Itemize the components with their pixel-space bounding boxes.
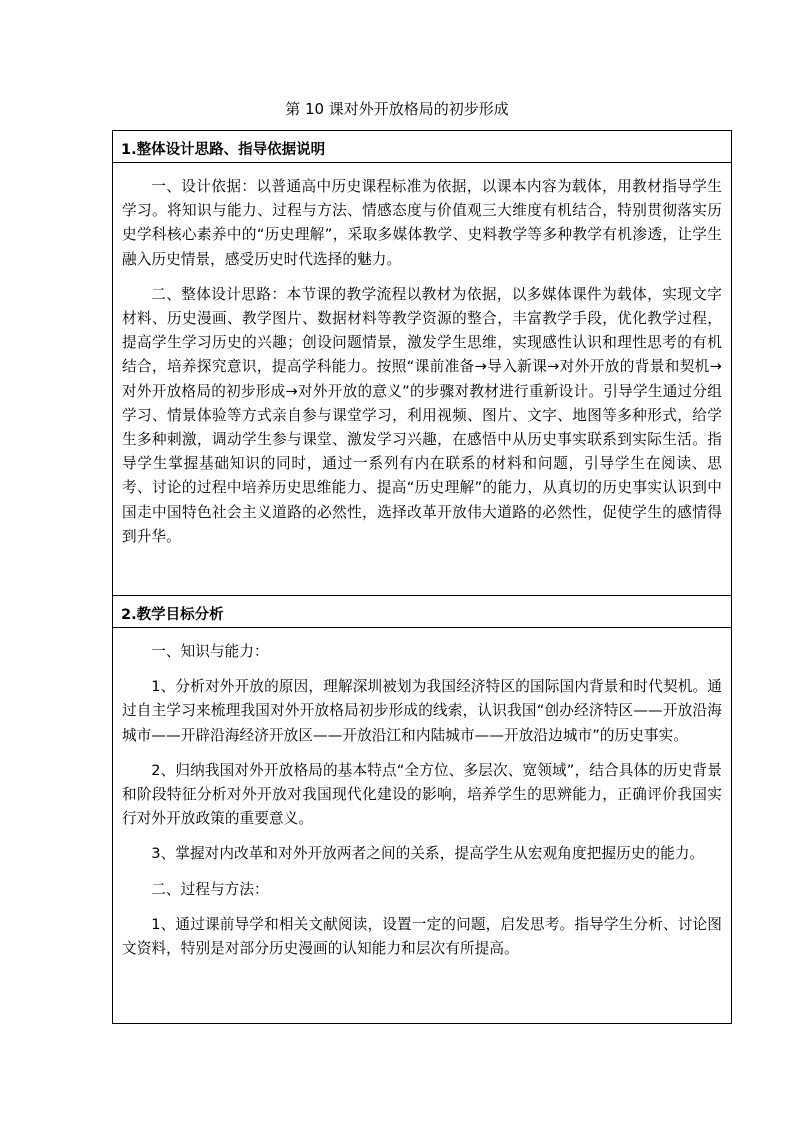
section1-paragraph: 二、整体设计思路：本节课的教学流程以教材为依据，以多媒体课件为载体，实现文字材料、历史漫画、教学图片、数据材料等教学资源的整合，丰富教学手段，优化教学过程，提高学生学习历史的兴趣；创设问题情景，激发学生思维，实现感性认识和理性思考的有机结合，培养探究意识，提高学科能力。按照“课前准备→导入新课→对外开放的背景和契机→对外开放格局的初步形成→对外开放的意义”的步骤对教材进行重新设计。引导学生通过分组学习、情景体验等方式亲自参与课堂学习，利用视频、图片、文字、地图等多种形式，给学生多种刺激，调动学生参与课堂、激发学习兴趣，在感悟中从历史事实联系到实际生活。指导学生掌握基础知识的同时，通过一系列有内在联系的材料和问题，引导学生在阅读、思考、讨论的过程中培养历史思维能力、提高“历史理解”的能力，从真切的历史事实认识到中国走中国特色社会主义道路的必然性，选择改革开放伟大道路的必然性，促使学生的感情得到升华。: [122, 285, 722, 545]
section2-paragraph: 1、分析对外开放的原因，理解深圳被划为我国经济特区的国际国内背景和时代契机。通过自主学习来梳理我国对外开放格局初步形成的线索，认识我国“创办经济特区——开放沿海城市——开辟沿海经济开放区——开放沿江和内陆城市——开放沿边城市”的历史事实。: [122, 678, 722, 744]
section2-paragraph: 二、过程与方法：: [151, 880, 269, 898]
section2-heading: 2.教学目标分析: [113, 596, 731, 628]
section1-heading: 1.整体设计思路、指导依据说明: [113, 131, 731, 163]
lesson-plan-table: [112, 130, 732, 1024]
section2-paragraph: 1、通过课前导学和相关文献阅读，设置一定的问题，启发思考。指导学生分析、讨论图文资料，特别是对部分历史漫画的认知能力和层次有所提高。: [122, 915, 722, 958]
section2-paragraph: 3、掌握对内改革和对外开放两者之间的关系，提高学生从宏观角度把握历史的能力。: [151, 845, 705, 863]
section2-paragraph: 一、知识与能力：: [151, 643, 269, 660]
section1-body: [113, 175, 731, 549]
section1-paragraph: 一、设计依据：以普通高中历史课程标准为依据，以课本内容为载体，用教材指导学生学习。将知识与能力、过程与方法、情感态度与价值观三大维度有机结合，特别贯彻落实历史学科核心素养中的“历史理解”，采取多媒体教学、史料教学等多种教学有机渗透，让学生融入历史情景，感受历史时代选择的魅力。: [122, 178, 722, 268]
document-title: 第 10 课对外开放格局的初步形成: [285, 100, 509, 118]
section2-paragraph: 2、归纳我国对外开放格局的基本特点“全方位、多层次、宽领域”，结合具体的历史背景和阶段特征分析对外开放对我国现代化建设的影响，培养学生的思辨能力，正确评价我国实行对外开放政策的重要意义。: [122, 761, 722, 828]
section2-body: [113, 640, 731, 961]
